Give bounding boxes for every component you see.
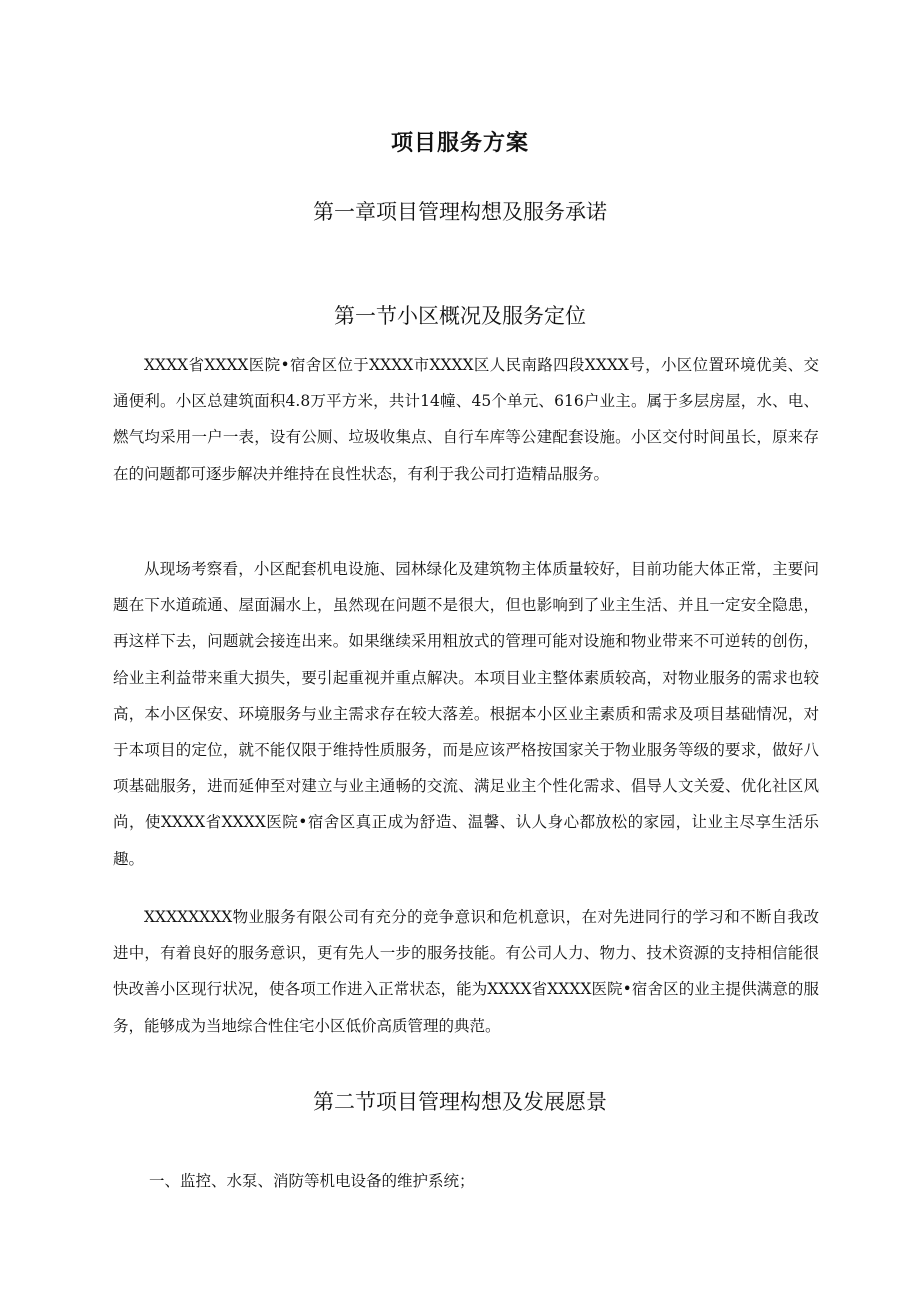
paragraph-site-inspection: 从现场考察看，小区配套机电设施、园林绿化及建筑物主体质量较好，目前功能大体正常，主要问题在下水道疏通、屋面漏水上，虽然现在问题不是很大，但也影响到了业主生活、并且一定安全隐患，再这样下去，问题就会接连出来。如果继续采用粗放式的管理可能对设施和物业带来不可逆转的创伤，给业主利益带来重大损失，要引起重视并重点解决。本项目业主整体素质较高，对物业服务的需求也较高，本小区保安、环境服务与业主需求存在较大落差。根据本小区业主素质和需求及项目基础情况，对于本项目的定位，就不能仅限于维持性质服务，而是应该严格按国家关于物业服务等级的要求，做好八项基础服务，进而延伸至对建立与业主通畅的交流、满足业主个性化需求、倡导人文关爱、优化社区风尚，使XXXX省XXXX医院•宿舍区真正成为舒造、温馨、认人身心都放松的家园，让业主尽享生活乐趣。 bbox=[113, 560, 819, 868]
paragraph-overview: XXXX省XXXX医院•宿舍区位于XXXX市XXXX区人民南路四段XXXX号，小区位置环境优美、交通便利。小区总建筑面积4.8万平方米，共计14幢、45个单元、616户业主。属于多层房屋，水、电、燃气均采用一户一表，设有公厕、垃圾收集点、自行车库等公建配套设施。小区交付时间虽长，原来存在的问题都可逐步解决并维持在良性状态，有利于我公司打造精品服务。 bbox=[113, 356, 819, 483]
paragraph-company: XXXXXXXX物业服务有限公司有充分的竞争意识和危机意识，在对先进同行的学习和不断自我改进中，有着良好的服务意识，更有先人一步的服务技能。有公司人力、物力、技术资源的支持相信能很快改善小区现行状况，使各项工作进入正常状态，能为XXXX省XXXX医院•宿舍区的业主提供满意的服务，能够成为当地综合性住宅小区低价高质管理的典范。 bbox=[113, 908, 819, 1035]
chapter-heading: 第一章项目管理构想及服务承诺 bbox=[313, 200, 607, 224]
section-heading-2: 第二节项目管理构想及发展愿景 bbox=[313, 1090, 607, 1114]
document-title: 项目服务方案 bbox=[390, 131, 529, 156]
list-item-1: 一、监控、水泵、消防等机电设备的维护系统； bbox=[149, 1172, 475, 1190]
section-heading-1: 第一节小区概况及服务定位 bbox=[334, 304, 586, 328]
